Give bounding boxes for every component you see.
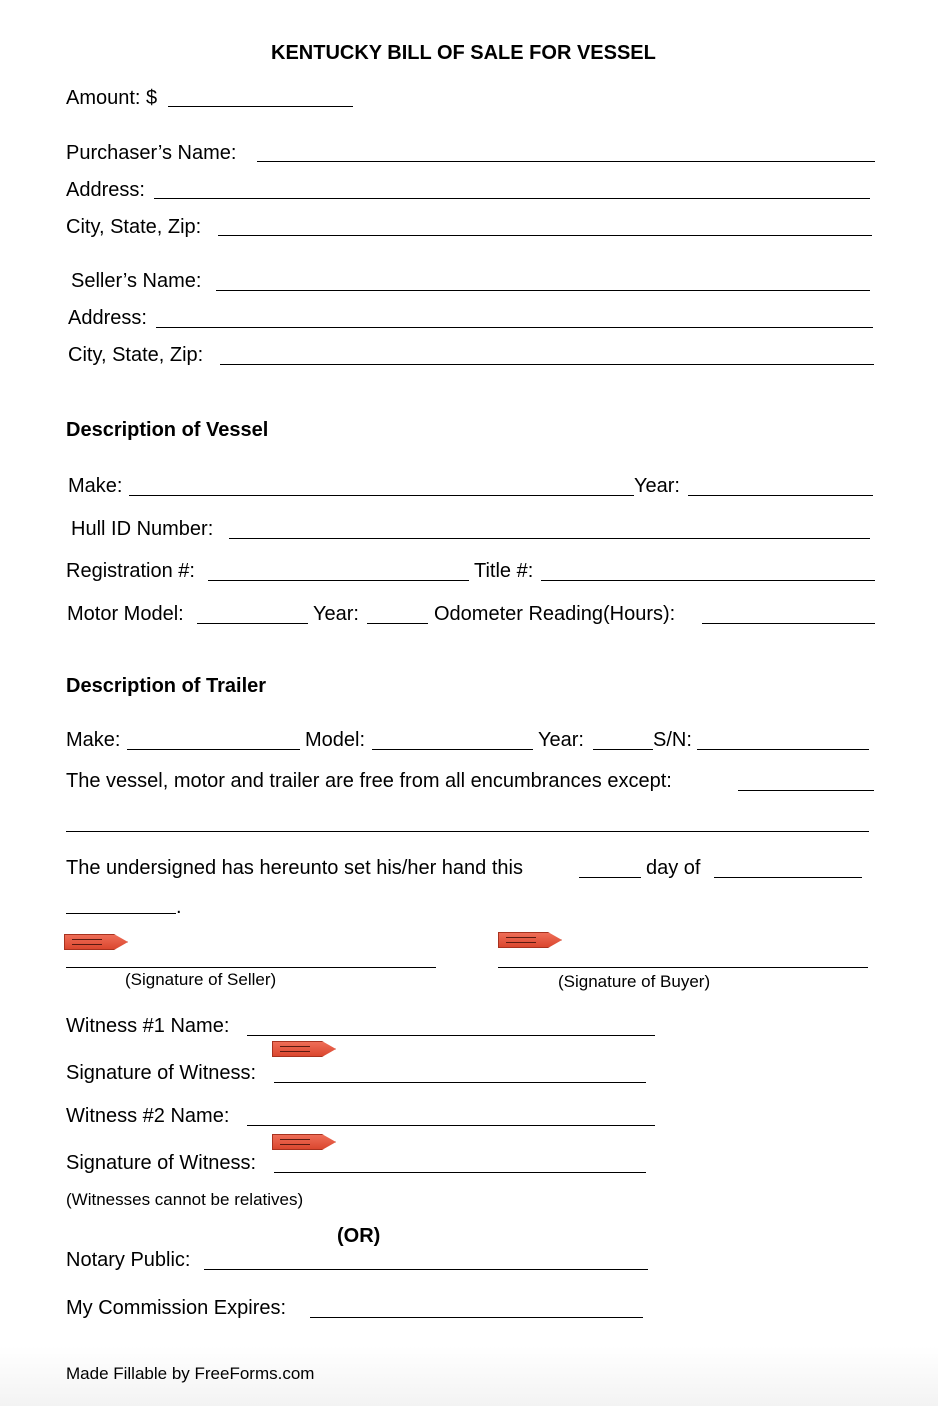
trailer-year-label: Year: [538,729,584,751]
encumbrances-text: The vessel, motor and trailer are free from all encumbrances except: [66,770,672,792]
purchaser-city-label: City, State, Zip: [66,216,202,238]
day-of-text: day of [646,857,701,879]
motor-year-field[interactable] [367,623,428,624]
seller-signature-field[interactable] [66,967,436,968]
amount-label: Amount: $ [66,87,158,109]
document-title: KENTUCKY BILL OF SALE FOR VESSEL [271,42,656,64]
trailer-model-field[interactable] [372,749,533,750]
hull-id-label: Hull ID Number: [71,518,214,540]
vessel-year-label: Year: [634,475,680,497]
vessel-make-label: Make: [68,475,123,497]
sign-here-tag-icon[interactable] [272,1041,336,1057]
trailer-year-field[interactable] [593,749,653,750]
sign-here-tag-icon[interactable] [272,1134,336,1150]
witness-note: (Witnesses cannot be relatives) [66,1190,304,1209]
registration-label: Registration #: [66,560,195,582]
motor-year-label: Year: [313,603,359,625]
or-text: (OR) [337,1225,381,1247]
encumbrances-field-2[interactable] [66,831,869,832]
witness1-name-field[interactable] [247,1035,655,1036]
odometer-label: Odometer Reading(Hours): [434,603,676,625]
trailer-make-label: Make: [66,729,121,751]
footer-credit: Made Fillable by FreeForms.com [66,1364,315,1383]
buyer-signature-caption: (Signature of Buyer) [558,972,711,991]
trailer-make-field[interactable] [127,749,300,750]
motor-model-label: Motor Model: [67,603,184,625]
seller-city-label: City, State, Zip: [68,344,204,366]
purchaser-name-field[interactable] [257,161,875,162]
witness1-signature-field[interactable] [274,1082,646,1083]
purchaser-name-label: Purchaser’s Name: [66,142,237,164]
seller-city-field[interactable] [220,364,874,365]
witness2-name-field[interactable] [247,1125,655,1126]
title-number-label: Title #: [474,560,534,582]
trailer-sn-field[interactable] [697,749,869,750]
registration-field[interactable] [208,580,469,581]
trailer-heading: Description of Trailer [66,675,267,697]
buyer-signature-field[interactable] [498,967,868,968]
commission-label: My Commission Expires: [66,1297,287,1319]
witness2-name-label: Witness #2 Name: [66,1105,230,1127]
vessel-year-field[interactable] [688,495,873,496]
witness2-signature-label: Signature of Witness: [66,1152,257,1174]
trailer-model-label: Model: [305,729,366,751]
trailer-sn-label: S/N: [653,729,692,751]
encumbrances-field[interactable] [738,790,874,791]
witness1-name-label: Witness #1 Name: [66,1015,230,1037]
period-text: . [176,896,182,918]
purchaser-address-field[interactable] [154,198,870,199]
purchaser-city-field[interactable] [218,235,872,236]
seller-address-label: Address: [68,307,147,329]
purchaser-address-label: Address: [66,179,145,201]
undersigned-text: The undersigned has hereunto set his/her hand this [66,857,523,879]
sign-here-tag-icon[interactable] [64,934,128,950]
hull-id-field[interactable] [229,538,870,539]
vessel-heading: Description of Vessel [66,419,269,441]
witness1-signature-label: Signature of Witness: [66,1062,257,1084]
year-field[interactable] [66,913,176,914]
motor-model-field[interactable] [197,623,308,624]
sign-here-tag-icon[interactable] [498,932,562,948]
title-number-field[interactable] [541,580,875,581]
seller-signature-caption: (Signature of Seller) [125,970,277,989]
notary-field[interactable] [204,1269,648,1270]
amount-field[interactable] [168,106,353,107]
month-field[interactable] [714,877,862,878]
seller-address-field[interactable] [156,327,873,328]
notary-label: Notary Public: [66,1249,191,1271]
day-field[interactable] [579,877,641,878]
odometer-field[interactable] [702,623,875,624]
witness2-signature-field[interactable] [274,1172,646,1173]
seller-name-label: Seller’s Name: [71,270,202,292]
seller-name-field[interactable] [216,290,870,291]
vessel-make-field[interactable] [129,495,634,496]
commission-field[interactable] [310,1317,643,1318]
